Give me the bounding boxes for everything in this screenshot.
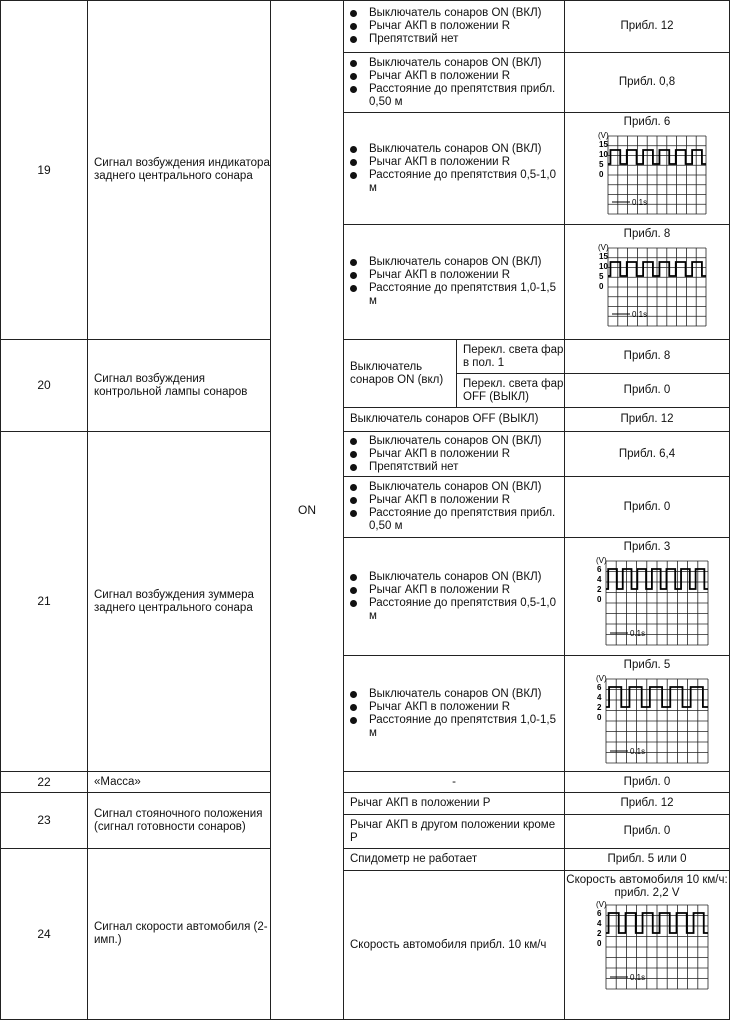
condition-cell: Скорость автомобиля прибл. 10 км/ч bbox=[344, 871, 565, 1020]
terminal-number: 23 bbox=[1, 793, 88, 849]
terminal-number: 22 bbox=[1, 772, 88, 793]
terminal-number: 24 bbox=[1, 849, 88, 1020]
value-cell: Прибл. 12 bbox=[565, 793, 730, 815]
signal-name: Сигнал возбуждения индикатора заднего центрального сонара bbox=[88, 1, 271, 340]
oscilloscope-waveform bbox=[582, 901, 712, 993]
condition-item: Расстояние до препятствия 1,0-1,5 м bbox=[350, 282, 560, 308]
oscilloscope-waveform bbox=[584, 130, 710, 218]
value-cell: Прибл. 12 bbox=[565, 1, 730, 53]
headlight-position-1: Перекл. света фар в пол. 1 bbox=[457, 340, 565, 374]
axis-unit: (V) bbox=[598, 131, 609, 140]
value-text: Прибл. 5 bbox=[623, 659, 671, 671]
value-text: Прибл. 3 bbox=[623, 541, 671, 553]
axis-unit: (V) bbox=[596, 556, 607, 565]
axis-unit: (V) bbox=[596, 674, 607, 683]
tick-label: 15 bbox=[599, 140, 608, 149]
condition-item: Рычаг АКП в положении R bbox=[350, 584, 560, 597]
value-cell bbox=[565, 225, 730, 340]
value-cell: Прибл. 0 bbox=[565, 772, 730, 793]
tick-label: 4 bbox=[597, 693, 602, 702]
condition-item: Расстояние до препятствия 0,5-1,0 м bbox=[350, 169, 560, 195]
time-label: 0.1s bbox=[630, 629, 646, 638]
value-text: Прибл. 8 bbox=[623, 228, 671, 240]
tick-label: 15 bbox=[599, 252, 608, 261]
condition-cell bbox=[344, 53, 565, 113]
condition-cell bbox=[344, 432, 565, 477]
condition-cell bbox=[344, 113, 565, 225]
value-cell bbox=[565, 538, 730, 656]
value-text: Скорость автомобиля 10 км/ч: прибл. 2,2 V bbox=[566, 874, 728, 899]
tick-label: 0 bbox=[599, 282, 604, 291]
condition-item: Рычаг АКП в положении R bbox=[350, 20, 560, 33]
axis-unit: (V) bbox=[596, 901, 607, 909]
oscilloscope-waveform bbox=[584, 242, 710, 330]
condition-item: Препятствий нет bbox=[350, 33, 560, 46]
value-text: Прибл. 6 bbox=[623, 116, 671, 128]
condition-item: Рычаг АКП в положении R bbox=[350, 70, 560, 83]
value-cell: Прибл. 0,8 bbox=[565, 53, 730, 113]
tick-label: 6 bbox=[597, 909, 602, 918]
tick-label: 6 bbox=[597, 683, 602, 692]
tick-label: 0 bbox=[597, 939, 602, 948]
value-cell: Прибл. 12 bbox=[565, 408, 730, 432]
oscilloscope-waveform bbox=[582, 673, 712, 767]
value-cell: Прибл. 0 bbox=[565, 815, 730, 849]
switch-on-label: Выключатель сонаров ON (вкл) bbox=[344, 340, 457, 408]
condition-item: Расстояние до препятствия 1,0-1,5 м bbox=[350, 714, 560, 740]
condition-item: Выключатель сонаров ON (ВКЛ) bbox=[350, 435, 560, 448]
condition-item: Выключатель сонаров ON (ВКЛ) bbox=[350, 688, 560, 701]
condition-item: Выключатель сонаров ON (ВКЛ) bbox=[350, 57, 560, 70]
value-cell: Прибл. 0 bbox=[565, 374, 730, 408]
signal-name: Сигнал возбуждения контрольной лампы сонаров bbox=[88, 340, 271, 432]
tick-label: 0 bbox=[597, 713, 602, 722]
condition-cell: Спидометр не работает bbox=[344, 849, 565, 871]
tick-label: 4 bbox=[597, 575, 602, 584]
value-cell: Прибл. 0 bbox=[565, 477, 730, 538]
switch-off-label: Выключатель сонаров OFF (ВЫКЛ) bbox=[344, 408, 565, 432]
condition-item: Выключатель сонаров ON (ВКЛ) bbox=[350, 143, 560, 156]
condition-item: Препятствий нет bbox=[350, 461, 560, 474]
tick-label: 2 bbox=[597, 929, 602, 938]
condition-item: Расстояние до препятствия прибл. 0,50 м bbox=[350, 507, 560, 533]
time-label: 0.1s bbox=[630, 973, 646, 982]
terminal-number: 20 bbox=[1, 340, 88, 432]
condition-item: Расстояние до препятствия прибл. 0,50 м bbox=[350, 83, 560, 109]
condition-item: Выключатель сонаров ON (ВКЛ) bbox=[350, 571, 560, 584]
tick-label: 0 bbox=[599, 170, 604, 179]
signal-name: Сигнал скорости автомобиля (2-имп.) bbox=[88, 849, 271, 1020]
condition-cell: Рычаг АКП в положении P bbox=[344, 793, 565, 815]
condition-item: Выключатель сонаров ON (ВКЛ) bbox=[350, 7, 560, 20]
oscilloscope-waveform bbox=[582, 555, 712, 649]
signal-name: Сигнал возбуждения зуммера заднего центрального сонара bbox=[88, 432, 271, 772]
condition-item: Рычаг АКП в положении R bbox=[350, 269, 560, 282]
time-label: 0.1s bbox=[630, 747, 646, 756]
condition-item: Выключатель сонаров ON (ВКЛ) bbox=[350, 256, 560, 269]
condition-cell: - bbox=[344, 772, 565, 793]
signal-name: Сигнал стояночного положения (сигнал готовности сонаров) bbox=[88, 793, 271, 849]
value-cell bbox=[565, 871, 730, 1020]
value-cell: Прибл. 5 или 0 bbox=[565, 849, 730, 871]
value-cell: Прибл. 8 bbox=[565, 340, 730, 374]
value-cell: Прибл. 6,4 bbox=[565, 432, 730, 477]
headlight-off: Перекл. света фар OFF (ВЫКЛ) bbox=[457, 374, 565, 408]
value-cell bbox=[565, 656, 730, 772]
ignition-state: ON bbox=[271, 1, 344, 1020]
axis-unit: (V) bbox=[598, 243, 609, 252]
tick-label: 6 bbox=[597, 565, 602, 574]
tick-label: 10 bbox=[599, 262, 608, 271]
condition-item: Рычаг АКП в положении R bbox=[350, 701, 560, 714]
condition-cell bbox=[344, 1, 565, 53]
tick-label: 10 bbox=[599, 150, 608, 159]
tick-label: 0 bbox=[597, 595, 602, 604]
condition-item: Рычаг АКП в положении R bbox=[350, 448, 560, 461]
signal-name: «Масса» bbox=[88, 772, 271, 793]
time-label: 0.1s bbox=[632, 310, 648, 319]
condition-cell bbox=[344, 538, 565, 656]
condition-cell bbox=[344, 477, 565, 538]
tick-label: 4 bbox=[597, 919, 602, 928]
condition-cell: Рычаг АКП в другом положении кроме P bbox=[344, 815, 565, 849]
tick-label: 2 bbox=[597, 703, 602, 712]
value-cell bbox=[565, 113, 730, 225]
terminal-number: 19 bbox=[1, 1, 88, 340]
condition-item: Расстояние до препятствия 0,5-1,0 м bbox=[350, 597, 560, 623]
condition-cell bbox=[344, 225, 565, 340]
time-label: 0.1s bbox=[632, 198, 648, 207]
tick-label: 5 bbox=[599, 160, 604, 169]
terminal-number: 21 bbox=[1, 432, 88, 772]
condition-item: Рычаг АКП в положении R bbox=[350, 494, 560, 507]
tick-label: 2 bbox=[597, 585, 602, 594]
condition-item: Выключатель сонаров ON (ВКЛ) bbox=[350, 481, 560, 494]
tick-label: 5 bbox=[599, 272, 604, 281]
condition-item: Рычаг АКП в положении R bbox=[350, 156, 560, 169]
condition-cell bbox=[344, 656, 565, 772]
